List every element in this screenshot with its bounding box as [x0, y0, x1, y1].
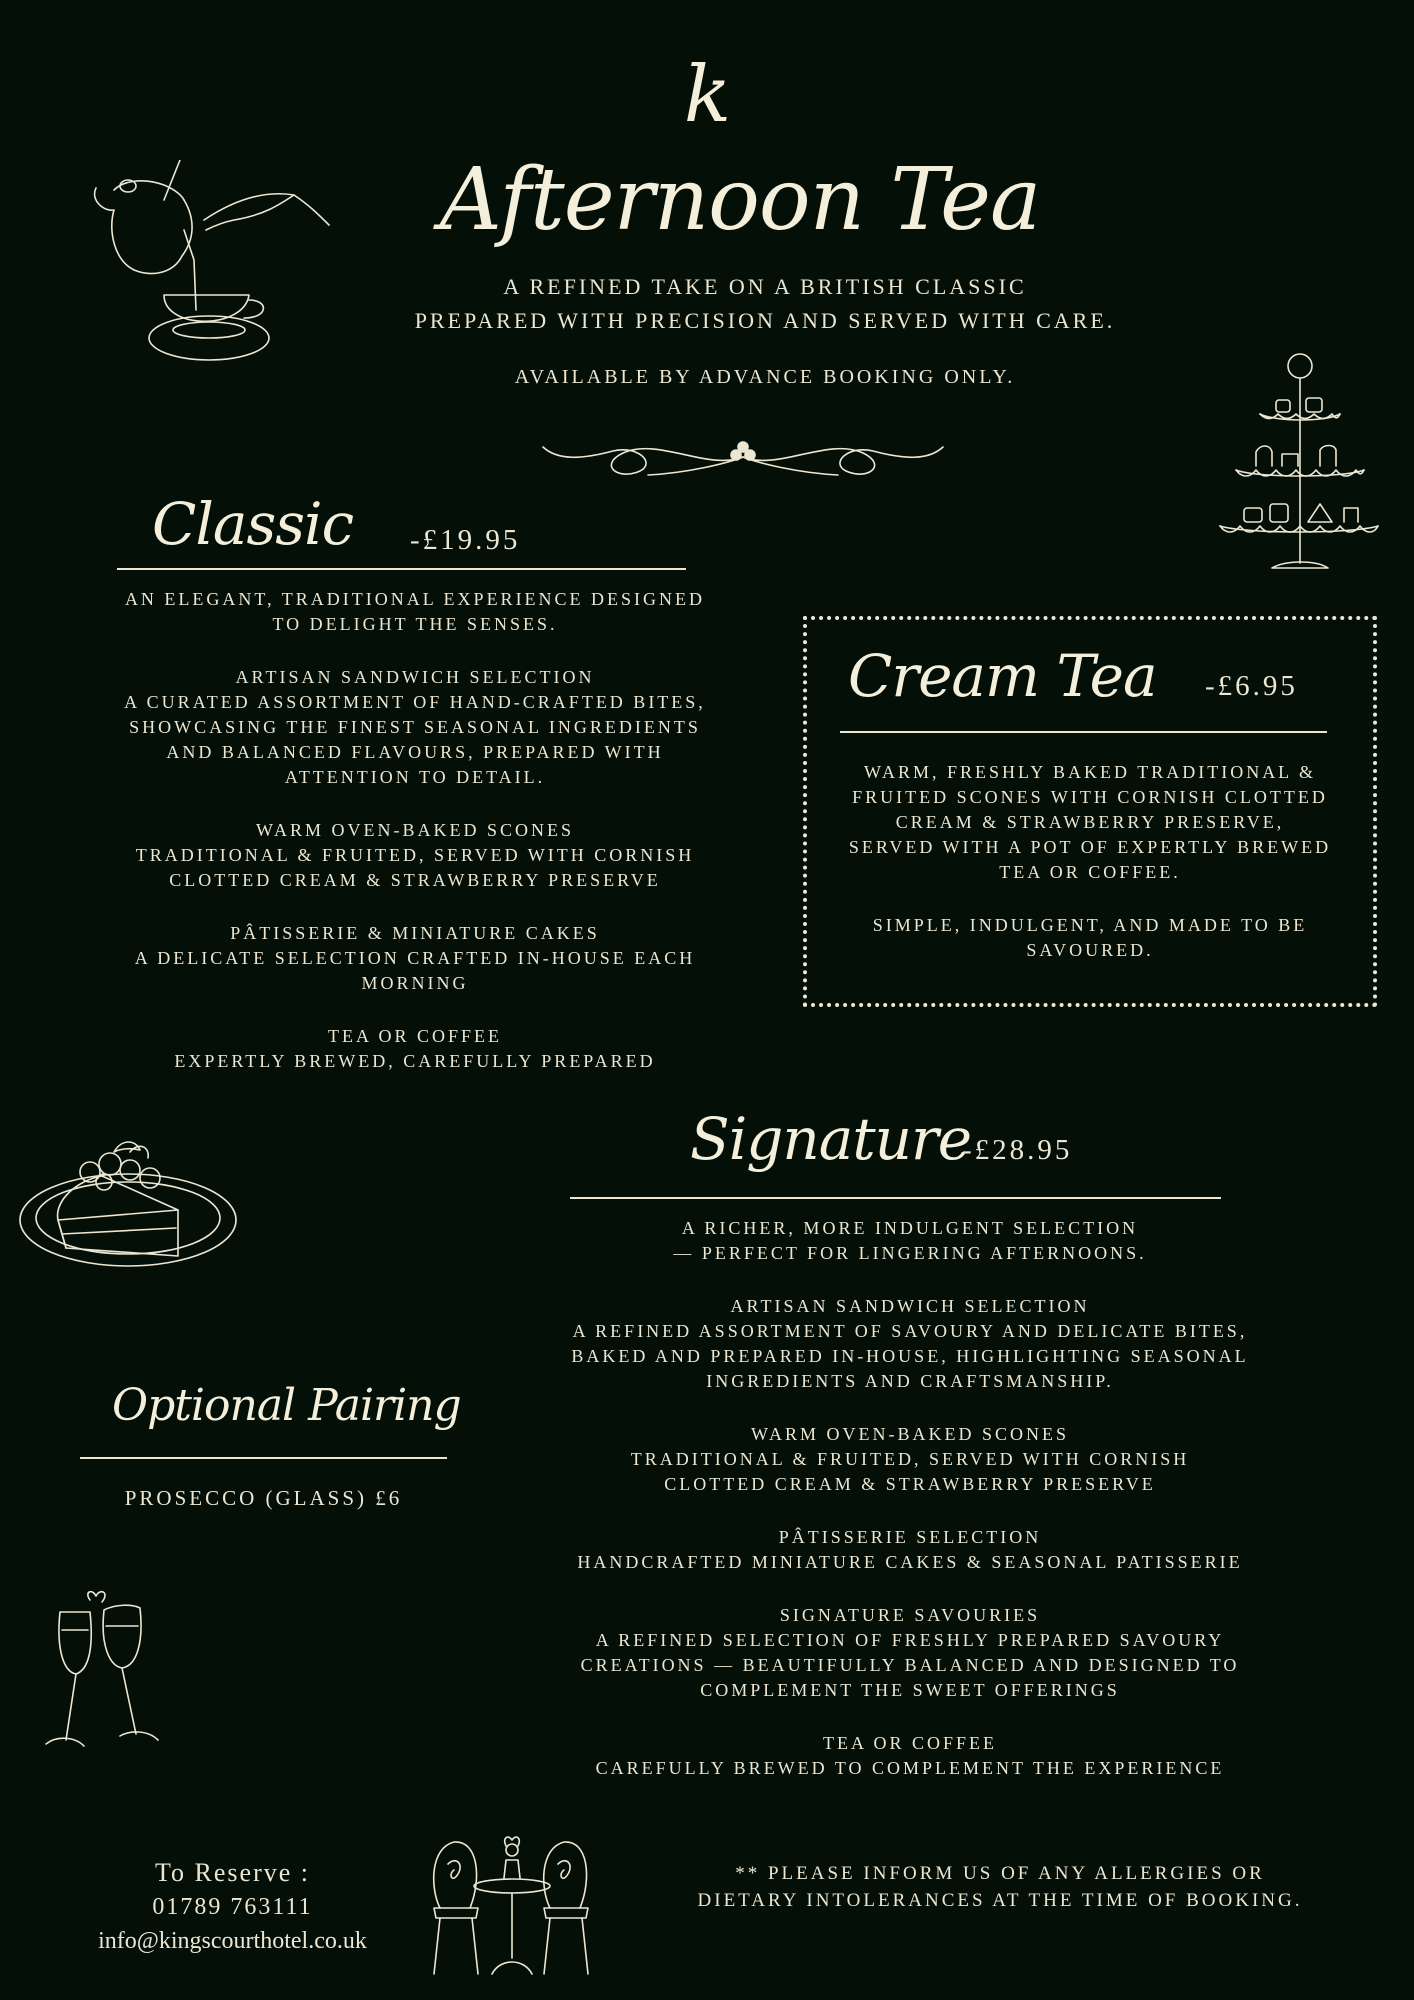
- signature-item-patisserie: [540, 1525, 1280, 1575]
- item-line: AND BALANCED FLAVOURS, PREPARED WITH: [166, 742, 664, 762]
- cake-slice-icon: [18, 1130, 240, 1270]
- signature-intro-line: — PERFECT FOR LINGERING AFTERNOONS.: [673, 1243, 1147, 1263]
- item-line: EXPERTLY BREWED, CAREFULLY PREPARED: [174, 1051, 656, 1071]
- cream-tea-line: WARM, FRESHLY BAKED TRADITIONAL &: [863, 762, 1317, 782]
- signature-item-sandwich: [540, 1294, 1280, 1394]
- cream-tea-line: CREAM & STRAWBERRY PRESERVE,: [895, 812, 1285, 832]
- classic-item-tea: [90, 1024, 740, 1074]
- item-line: TRADITIONAL & FRUITED, SERVED WITH CORNISH: [630, 1449, 1190, 1469]
- item-line: TRADITIONAL & FRUITED, SERVED WITH CORNISH: [135, 845, 695, 865]
- pairing-title: Optional Pairing: [112, 1380, 461, 1431]
- item-line: A REFINED SELECTION OF FRESHLY PREPARED SAVOURY: [595, 1630, 1225, 1650]
- item-title: SIGNATURE SAVOURIES: [779, 1605, 1041, 1625]
- item-line: COMPLEMENT THE SWEET OFFERINGS: [700, 1680, 1120, 1700]
- signature-item-tea: [540, 1731, 1280, 1781]
- reserve-label: To Reserve :: [154, 1858, 311, 1887]
- tagline-line-2: PREPARED WITH PRECISION AND SERVED WITH CARE.: [414, 308, 1116, 333]
- signature-divider: [570, 1197, 1221, 1199]
- classic-price: -£19.95: [410, 524, 521, 556]
- item-line: CREATIONS — BEAUTIFULLY BALANCED AND DESIGNED TO: [580, 1655, 1240, 1675]
- page-title: Afternoon Tea: [439, 150, 1041, 250]
- classic-title: Classic: [152, 490, 354, 558]
- classic-intro-line: TO DELIGHT THE SENSES.: [272, 614, 558, 634]
- teapot-pouring-icon: [84, 160, 334, 370]
- signature-price: -£28.95: [962, 1134, 1073, 1166]
- cake-stand-icon: [1216, 348, 1382, 578]
- bistro-table-icon: [420, 1828, 600, 1978]
- cream-tea-description: [820, 760, 1360, 991]
- item-title: PÂTISSERIE & MINIATURE CAKES: [230, 923, 600, 943]
- tagline-line-1: A REFINED TAKE ON A BRITISH CLASSIC: [503, 274, 1027, 299]
- item-line: SHOWCASING THE FINEST SEASONAL INGREDIENTS: [129, 717, 701, 737]
- signature-intro: [540, 1216, 1280, 1266]
- pairing-item: PROSECCO (GLASS) £6: [124, 1486, 403, 1510]
- cream-tea-line: SIMPLE, INDULGENT, AND MADE TO BE: [872, 915, 1308, 935]
- item-title: ARTISAN SANDWICH SELECTION: [235, 667, 595, 687]
- signature-item-savouries: [540, 1603, 1280, 1703]
- allergy-line-1: ** PLEASE INFORM US OF ANY ALLERGIES OR: [735, 1863, 1265, 1884]
- cream-tea-price: -£6.95: [1205, 670, 1298, 702]
- cream-tea-line: FRUITED SCONES WITH CORNISH CLOTTED: [852, 787, 1328, 807]
- cream-tea-line: TEA OR COFFEE.: [999, 862, 1181, 882]
- item-line: CLOTTED CREAM & STRAWBERRY PRESERVE: [664, 1474, 1156, 1494]
- item-line: BAKED AND PREPARED IN-HOUSE, HIGHLIGHTING SEASONAL: [571, 1346, 1249, 1366]
- classic-item-patisserie: [90, 921, 740, 996]
- availability-note: AVAILABLE BY ADVANCE BOOKING ONLY.: [514, 366, 1016, 388]
- allergy-line-2: DIETARY INTOLERANCES AT THE TIME OF BOOKING.: [697, 1890, 1303, 1911]
- signature-title: Signature: [690, 1105, 972, 1173]
- reserve-email[interactable]: info@kingscourthotel.co.uk: [98, 1928, 367, 1954]
- champagne-glasses-icon: [40, 1590, 170, 1760]
- pairing-divider: [80, 1457, 447, 1459]
- item-title: WARM OVEN-BAKED SCONES: [750, 1424, 1069, 1444]
- cream-tea-text: [820, 760, 1360, 885]
- item-title: TEA OR COFFEE: [327, 1026, 503, 1046]
- item-title: TEA OR COFFEE: [822, 1733, 998, 1753]
- flourish-divider-icon: [538, 425, 948, 485]
- cream-tea-line: SERVED WITH A POT OF EXPERTLY BREWED: [848, 837, 1332, 857]
- cream-tea-line: SAVOURED.: [1026, 940, 1154, 960]
- item-line: ATTENTION TO DETAIL.: [284, 767, 546, 787]
- signature-intro-line: A RICHER, MORE INDULGENT SELECTION: [681, 1218, 1139, 1238]
- classic-item-scones: [90, 818, 740, 893]
- item-line: CLOTTED CREAM & STRAWBERRY PRESERVE: [169, 870, 661, 890]
- item-line: INGREDIENTS AND CRAFTSMANSHIP.: [706, 1371, 1114, 1391]
- item-title: WARM OVEN-BAKED SCONES: [255, 820, 574, 840]
- item-line: A CURATED ASSORTMENT OF HAND-CRAFTED BITES,: [124, 692, 706, 712]
- signature-item-scones: [540, 1422, 1280, 1497]
- logo-letter: k: [683, 50, 731, 140]
- item-line: MORNING: [361, 973, 469, 993]
- cream-tea-title: Cream Tea: [848, 642, 1157, 710]
- cream-tea-closing: [820, 913, 1360, 963]
- item-line: CAREFULLY BREWED TO COMPLEMENT THE EXPERIENCE: [595, 1758, 1225, 1778]
- cream-tea-divider: [840, 731, 1327, 733]
- signature-menu: [540, 1216, 1280, 1809]
- classic-divider: [117, 568, 686, 570]
- item-title: PÂTISSERIE SELECTION: [778, 1527, 1042, 1547]
- classic-intro-line: AN ELEGANT, TRADITIONAL EXPERIENCE DESIGNED: [124, 589, 706, 609]
- item-line: A REFINED ASSORTMENT OF SAVOURY AND DELICATE BITES,: [572, 1321, 1248, 1341]
- classic-menu: [90, 587, 740, 1102]
- allergy-notice: [680, 1860, 1320, 1914]
- item-title: ARTISAN SANDWICH SELECTION: [730, 1296, 1090, 1316]
- item-line: HANDCRAFTED MINIATURE CAKES & SEASONAL PATISSERIE: [577, 1552, 1243, 1572]
- reserve-phone[interactable]: 01789 763111: [152, 1894, 313, 1920]
- classic-item-sandwich: [90, 665, 740, 790]
- classic-intro: [90, 587, 740, 637]
- item-line: A DELICATE SELECTION CRAFTED IN-HOUSE EACH: [134, 948, 696, 968]
